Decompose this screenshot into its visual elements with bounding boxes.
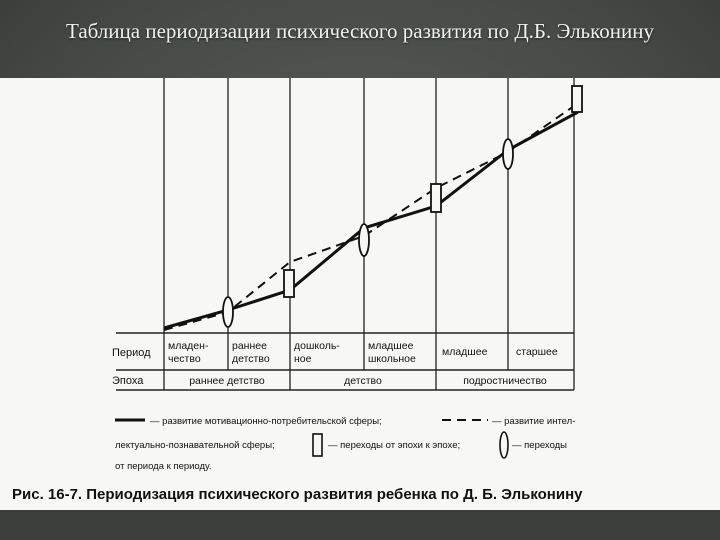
period-cell-1-line2: чество xyxy=(168,353,201,365)
period-transition-marker-2 xyxy=(359,224,369,256)
diagram-figure xyxy=(0,78,720,510)
legend-ellipse-label: — переходы xyxy=(512,440,568,451)
row-label-period: Период xyxy=(112,347,151,359)
motivational-sphere-line xyxy=(164,112,578,328)
period-transition-marker-1 xyxy=(223,297,233,327)
period-cell-3-line1: дошколь- xyxy=(294,340,340,352)
epoch-transition-marker-3 xyxy=(572,86,582,112)
legend-rectangle-label: — переходы от эпохи к эпохе; xyxy=(328,440,461,451)
period-cell-2-line1: раннее xyxy=(232,340,267,352)
period-cell-2-line2: детство xyxy=(232,353,270,365)
legend xyxy=(115,416,575,472)
epoch-cell-3: подростничество xyxy=(463,375,547,387)
period-cell-5-line1: младшее xyxy=(442,346,488,358)
period-cell-6-line1: старшее xyxy=(516,346,558,358)
periodization-diagram xyxy=(0,78,720,510)
legend-ellipse-symbol xyxy=(500,432,508,458)
period-transition-marker-3 xyxy=(503,139,513,169)
epoch-transition-marker-2 xyxy=(431,184,441,212)
epoch-transition-marker-1 xyxy=(284,270,294,297)
legend-dashed-line-label: — развитие интел- xyxy=(492,416,576,427)
cognitive-sphere-line xyxy=(164,106,574,330)
row-label-epoch: Эпоха xyxy=(112,375,144,387)
legend-line2-label: лектуально-познавательной сферы; xyxy=(115,440,275,451)
period-cell-1-line1: младен- xyxy=(168,340,209,352)
epoch-transitions xyxy=(284,86,582,297)
epoch-cell-1: раннее детство xyxy=(189,375,265,387)
figure-caption: Рис. 16-7. Периодизация психического развития ребенка по Д. Б. Эльконину xyxy=(12,486,583,503)
epoch-cell-2: детство xyxy=(344,375,382,387)
slide-title: Таблица периодизации психического развития по Д.Б. Эльконину xyxy=(66,19,654,43)
period-cell-4-line1: младшее xyxy=(368,340,414,352)
slide-footer-band xyxy=(0,510,720,540)
legend-line3-label: от периода к периоду. xyxy=(115,461,212,472)
legend-solid-line-label: — развитие мотивационно-потребительской сферы; xyxy=(150,416,382,427)
period-cell-4-line2: школьное xyxy=(368,353,416,365)
legend-rectangle-symbol xyxy=(313,434,322,456)
period-cell-3-line2: ное xyxy=(294,353,312,365)
